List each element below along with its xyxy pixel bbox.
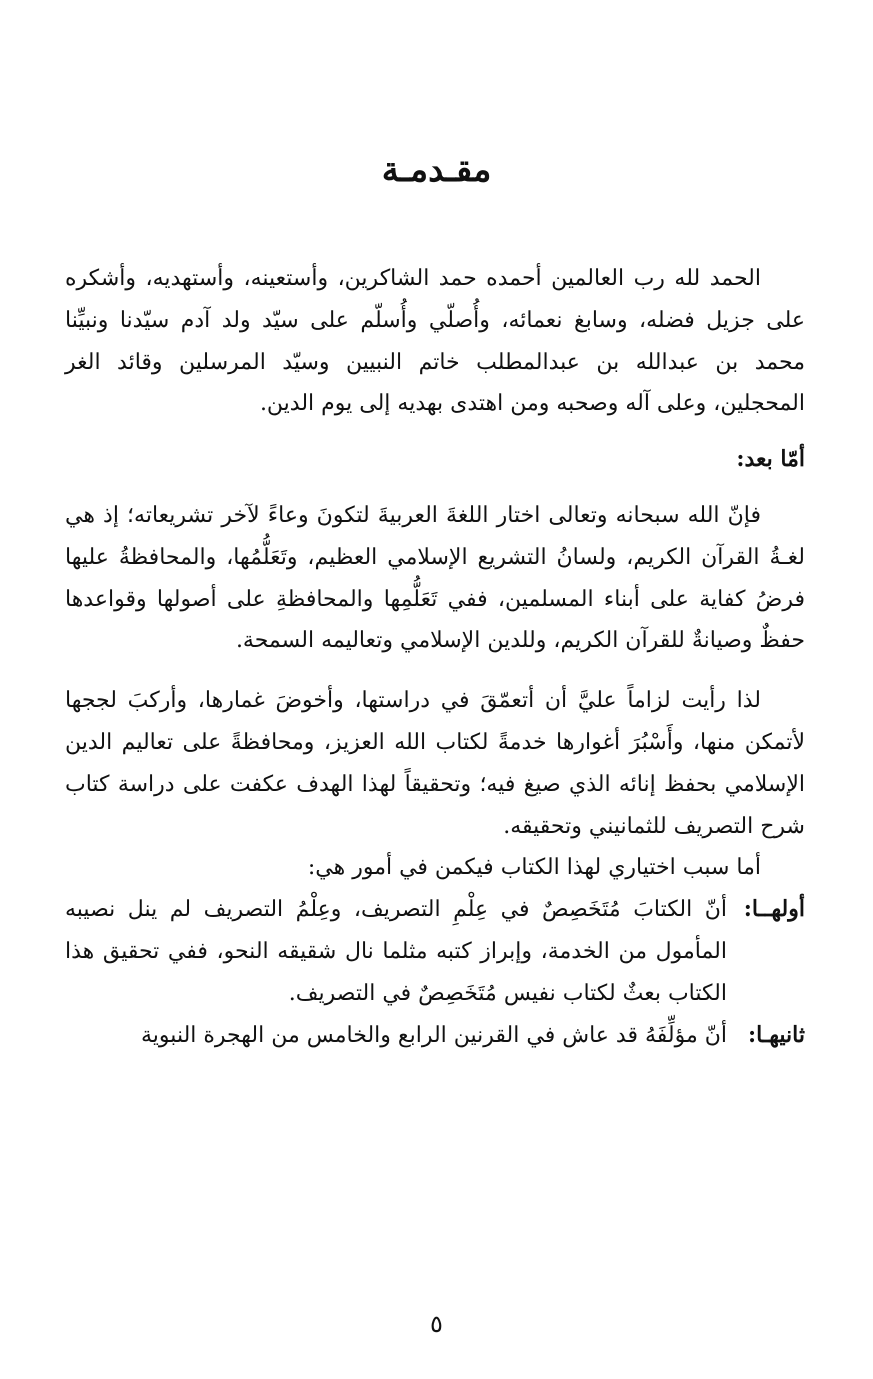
reason-label: أولهــا: [743,896,805,923]
reason-label: ثانيهـا: [748,1021,805,1048]
reason-first [65,889,805,1014]
arabic-language-paragraph: فإنّ الله سبحانه وتعالى اختار اللغةَ العربيةَ لتكونَ وعاءً لآخر تشريعاته؛ إذ هي لغـةُ القرآن الكريم، ولسانُ التشريع الإسلامي العظيم، وتَعَلُّمُها، والمحافظةُ عليها فرضُ كفاية على أبناء المسلمين، ففي تَعَلُّمِها والمحافظةِ على أصولها وقواعدها حفظٌ وصيانةٌ للقرآن الكريم، وللدين الإسلامي وتعاليمه السمحة. [65,502,805,654]
study-motivation-paragraph: لذا رأيت لزاماً عليَّ أن أتعمّقَ في دراستها، وأخوضَ غمارها، وأركبَ لججها لأتمكن منها، وأَسْبُرَ أغوارها خدمةً لكتاب الله العزيز، ومحافظةً على تعاليم الدين الإسلامي بحفظ إنائه الذي صيغ فيه؛ وتحقيقاً لهذا الهدف عكفت على دراسة كتاب شرح التصريف للثمانيني وتحقيقه. [65,688,805,839]
amma-bad-heading: أمّا بعد: [736,446,805,473]
opening-praise-paragraph: الحمد لله رب العالمين أحمده حمد الشاكرين، وأستعينه، وأستهديه، وأشكره على جزيل فضله، وسابغ نعمائه، وأُصلّي وأُسلّم على سيّد ولد آدم سيّدنا ونبيِّنا محمد بن عبدالله بن عبدالمطلب خاتم النبيين وسيّد المرسلين وقائد الغر المحجلين، وعلى آله وصحبه ومن اهتدى بهديه إلى يوم الدين. [65,266,805,417]
page-number: ٥ [430,1310,443,1338]
page-body [65,258,805,1056]
reason-text: أنّ مؤلِّفَهُ قد عاش في القرنين الرابع والخامس من الهجرة النبوية [141,1022,727,1048]
reasons-intro: أما سبب اختياري لهذا الكتاب فيكمن في أمور هي: [307,855,761,881]
page-title: مقـدمـة [381,150,492,190]
reason-second [65,1015,805,1057]
reason-text: أنّ الكتابَ مُتَخَصِصٌ في عِلْمِ التصريف، وعِلْمُ التصريف لم ينل نصيبه المأمول من الخدمة، وإبراز كتبه مثلما نال شقيقه النحو، ففي تحقيق هذا الكتاب بعثٌ لكتاب نفيس مُتَخَصِصٌ في التصريف. [65,897,727,1006]
